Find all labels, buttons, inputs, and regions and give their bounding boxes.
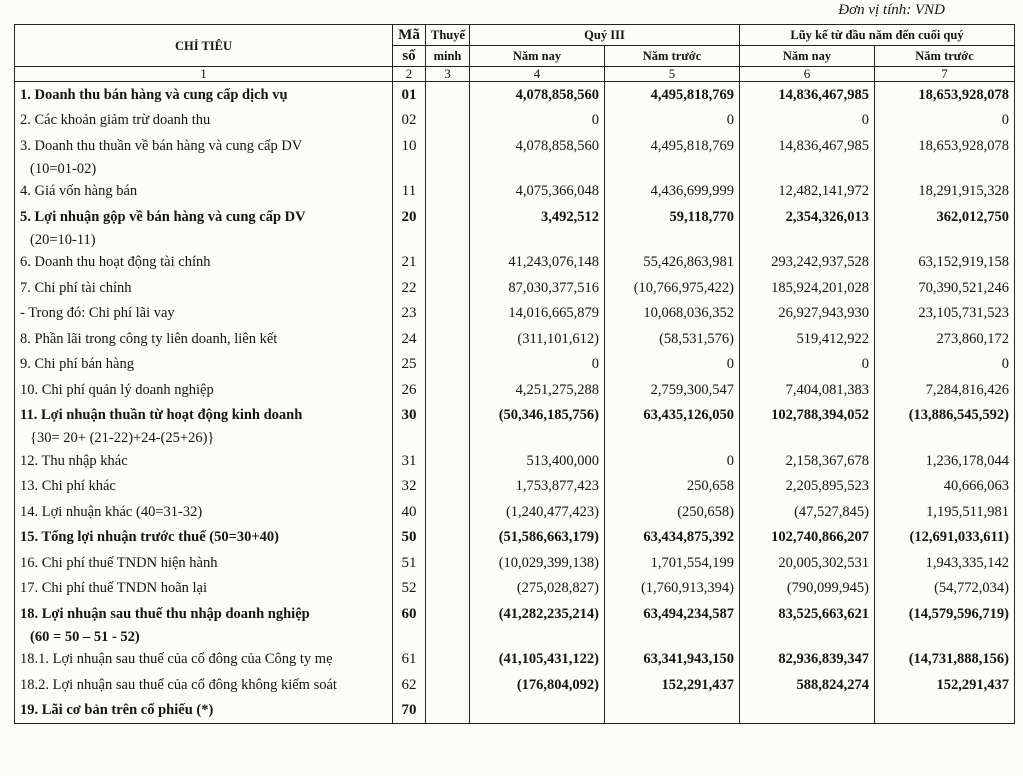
value-q3-last-year: (1,760,913,394) [605,576,740,602]
col-num: 3 [426,67,470,82]
value-q3-this-year: (41,105,431,122) [470,647,605,673]
header-chi-tieu: CHỈ TIÊU [15,25,393,67]
row-note [426,377,470,403]
value-q3-last-year: 59,118,770 [605,204,740,230]
value-q3-this-year [470,159,605,179]
row-code: 26 [393,377,426,403]
value-q3-this-year [470,698,605,724]
table-body [15,82,1015,724]
value-q3-this-year: 3,492,512 [470,204,605,230]
table-row [15,448,1015,474]
header-luy-ke: Lũy kế từ đầu năm đến cuối quý [740,25,1015,46]
row-label: 18. Lợi nhuận sau thuế thu nhập doanh nghiệp [15,601,393,627]
table-row [15,230,1015,250]
value-q3-this-year: (50,346,185,756) [470,403,605,429]
value-ytd-this-year [740,698,875,724]
col-num: 5 [605,67,740,82]
header-thuyet-2: minh [426,46,470,67]
value-q3-this-year: (51,586,663,179) [470,525,605,551]
value-ytd-this-year: 14,836,467,985 [740,133,875,159]
value-q3-this-year [470,428,605,448]
row-code: 24 [393,326,426,352]
table-row [15,159,1015,179]
value-ytd-last-year: 18,653,928,078 [875,133,1015,159]
value-q3-last-year: 0 [605,448,740,474]
table-row [15,698,1015,724]
row-code [393,159,426,179]
value-q3-last-year: 152,291,437 [605,672,740,698]
value-q3-this-year: (275,028,827) [470,576,605,602]
value-ytd-this-year [740,627,875,647]
value-q3-last-year: 63,434,875,392 [605,525,740,551]
column-number-row [15,67,1015,82]
header-nam-nay-lk: Năm nay [740,46,875,67]
row-note [426,352,470,378]
value-q3-this-year: (311,101,612) [470,326,605,352]
table-row [15,108,1015,134]
col-num: 4 [470,67,605,82]
value-ytd-last-year: 63,152,919,158 [875,250,1015,276]
row-label: 18.1. Lợi nhuận sau thuế của cổ đông của Công ty mẹ [15,647,393,673]
header-thuyet: Thuyế [426,25,470,46]
row-note [426,601,470,627]
value-ytd-last-year: 1,236,178,044 [875,448,1015,474]
table-row [15,525,1015,551]
value-q3-last-year: 10,068,036,352 [605,301,740,327]
col-num: 1 [15,67,393,82]
row-note [426,698,470,724]
value-ytd-this-year: 588,824,274 [740,672,875,698]
value-q3-last-year [605,159,740,179]
row-note [426,672,470,698]
value-ytd-this-year [740,428,875,448]
table-row [15,474,1015,500]
row-note [426,576,470,602]
value-q3-this-year [470,230,605,250]
table-row [15,250,1015,276]
value-q3-this-year: (176,804,092) [470,672,605,698]
header-ma-so-2: số [393,46,426,67]
row-label: 1. Doanh thu bán hàng và cung cấp dịch vụ [15,82,393,108]
header-nam-truoc-q: Năm trước [605,46,740,67]
value-q3-this-year: 41,243,076,148 [470,250,605,276]
row-note [426,204,470,230]
income-statement-table [14,24,1015,724]
table-row [15,204,1015,230]
value-ytd-this-year: 82,936,839,347 [740,647,875,673]
row-note [426,179,470,205]
row-label: 18.2. Lợi nhuận sau thuế của cổ đông không kiểm soát [15,672,393,698]
row-label: (60 = 50 – 51 - 52) [15,627,393,647]
value-ytd-this-year: 26,927,943,930 [740,301,875,327]
row-note [426,550,470,576]
table-row [15,377,1015,403]
value-q3-this-year: (1,240,477,423) [470,499,605,525]
value-q3-this-year: 4,078,858,560 [470,133,605,159]
table-row [15,550,1015,576]
col-num: 7 [875,67,1015,82]
value-ytd-last-year: 362,012,750 [875,204,1015,230]
row-code: 52 [393,576,426,602]
row-label: 7. Chi phí tài chính [15,275,393,301]
value-ytd-last-year: 70,390,521,246 [875,275,1015,301]
row-label: 2. Các khoản giảm trừ doanh thu [15,108,393,134]
value-q3-last-year: (10,766,975,422) [605,275,740,301]
value-ytd-this-year: 20,005,302,531 [740,550,875,576]
row-note [426,133,470,159]
row-code: 61 [393,647,426,673]
table-row [15,499,1015,525]
row-code: 40 [393,499,426,525]
value-ytd-this-year: 7,404,081,383 [740,377,875,403]
value-ytd-last-year: 40,666,063 [875,474,1015,500]
row-note [426,403,470,429]
value-ytd-this-year: 0 [740,108,875,134]
value-ytd-this-year: 102,788,394,052 [740,403,875,429]
row-code [393,428,426,448]
value-ytd-last-year: 152,291,437 [875,672,1015,698]
value-ytd-last-year: (54,772,034) [875,576,1015,602]
value-ytd-this-year: (47,527,845) [740,499,875,525]
row-label: (10=01-02) [15,159,393,179]
value-ytd-last-year: 1,943,335,142 [875,550,1015,576]
row-note [426,499,470,525]
row-note [426,159,470,179]
col-num: 6 [740,67,875,82]
table-row [15,301,1015,327]
value-ytd-this-year: 2,354,326,013 [740,204,875,230]
row-label: 14. Lợi nhuận khác (40=31-32) [15,499,393,525]
value-q3-this-year: 513,400,000 [470,448,605,474]
row-label: 13. Chi phí khác [15,474,393,500]
value-q3-last-year [605,627,740,647]
table-row [15,672,1015,698]
value-ytd-this-year: 12,482,141,972 [740,179,875,205]
value-q3-last-year: 2,759,300,547 [605,377,740,403]
value-q3-last-year: 63,341,943,150 [605,647,740,673]
value-q3-this-year: (10,029,399,138) [470,550,605,576]
row-note [426,428,470,448]
table-row [15,133,1015,159]
row-note [426,275,470,301]
row-label: 6. Doanh thu hoạt động tài chính [15,250,393,276]
row-code: 70 [393,698,426,724]
value-ytd-last-year: (14,731,888,156) [875,647,1015,673]
row-code [393,627,426,647]
row-label: 19. Lãi cơ bản trên cổ phiếu (*) [15,698,393,724]
value-q3-this-year: 1,753,877,423 [470,474,605,500]
row-label: 9. Chi phí bán hàng [15,352,393,378]
row-note [426,627,470,647]
header-nam-truoc-lk: Năm trước [875,46,1015,67]
value-ytd-last-year [875,698,1015,724]
value-ytd-this-year: 185,924,201,028 [740,275,875,301]
value-q3-last-year: 0 [605,108,740,134]
table-row [15,179,1015,205]
row-note [426,82,470,108]
row-code: 20 [393,204,426,230]
value-q3-this-year: 0 [470,352,605,378]
row-code: 31 [393,448,426,474]
value-q3-last-year: 1,701,554,199 [605,550,740,576]
value-ytd-last-year: 23,105,731,523 [875,301,1015,327]
row-label: 17. Chi phí thuế TNDN hoãn lại [15,576,393,602]
row-code: 51 [393,550,426,576]
value-q3-last-year: 55,426,863,981 [605,250,740,276]
value-q3-last-year: (250,658) [605,499,740,525]
value-ytd-last-year: (13,886,545,592) [875,403,1015,429]
header-nam-nay-q: Năm nay [470,46,605,67]
value-q3-last-year [605,428,740,448]
value-q3-last-year: 4,436,699,999 [605,179,740,205]
value-ytd-this-year [740,230,875,250]
row-code: 32 [393,474,426,500]
row-label: 15. Tổng lợi nhuận trước thuế (50=30+40) [15,525,393,551]
value-ytd-this-year: 2,205,895,523 [740,474,875,500]
value-ytd-this-year [740,159,875,179]
row-label: 3. Doanh thu thuần về bán hàng và cung cấp DV [15,133,393,159]
row-code: 02 [393,108,426,134]
value-q3-last-year: 0 [605,352,740,378]
row-note [426,230,470,250]
unit-note: Đơn vị tính: VND [838,2,945,18]
value-q3-this-year: 87,030,377,516 [470,275,605,301]
table-row [15,601,1015,627]
value-ytd-last-year: 0 [875,352,1015,378]
row-code: 10 [393,133,426,159]
value-q3-last-year: (58,531,576) [605,326,740,352]
row-note [426,108,470,134]
value-q3-last-year: 4,495,818,769 [605,82,740,108]
row-code: 23 [393,301,426,327]
value-ytd-last-year [875,627,1015,647]
row-label: 5. Lợi nhuận gộp về bán hàng và cung cấp DV [15,204,393,230]
value-q3-last-year: 250,658 [605,474,740,500]
row-code: 21 [393,250,426,276]
table-row [15,352,1015,378]
value-q3-last-year [605,698,740,724]
value-q3-this-year [470,627,605,647]
value-ytd-this-year: 102,740,866,207 [740,525,875,551]
value-ytd-this-year: (790,099,945) [740,576,875,602]
col-num: 2 [393,67,426,82]
value-ytd-last-year [875,159,1015,179]
value-ytd-this-year: 293,242,937,528 [740,250,875,276]
value-ytd-last-year: (14,579,596,719) [875,601,1015,627]
value-ytd-this-year: 0 [740,352,875,378]
row-label: 10. Chi phí quản lý doanh nghiệp [15,377,393,403]
value-ytd-this-year: 519,412,922 [740,326,875,352]
value-q3-last-year: 4,495,818,769 [605,133,740,159]
value-ytd-last-year: 1,195,511,981 [875,499,1015,525]
value-q3-last-year: 63,435,126,050 [605,403,740,429]
row-note [426,647,470,673]
row-label: {30= 20+ (21-22)+24-(25+26)} [15,428,393,448]
value-q3-this-year: 14,016,665,879 [470,301,605,327]
value-ytd-last-year: 0 [875,108,1015,134]
table-row [15,82,1015,108]
row-note [426,448,470,474]
row-code: 25 [393,352,426,378]
value-ytd-last-year [875,428,1015,448]
value-ytd-last-year: 7,284,816,426 [875,377,1015,403]
row-note [426,525,470,551]
row-code: 11 [393,179,426,205]
value-q3-this-year: 4,251,275,288 [470,377,605,403]
table-row [15,275,1015,301]
table-row [15,647,1015,673]
row-code: 30 [393,403,426,429]
table-row [15,428,1015,448]
row-label: (20=10-11) [15,230,393,250]
value-q3-this-year: 4,075,366,048 [470,179,605,205]
table-row [15,576,1015,602]
value-ytd-last-year: (12,691,033,611) [875,525,1015,551]
value-ytd-this-year: 2,158,367,678 [740,448,875,474]
row-note [426,250,470,276]
value-q3-this-year: 0 [470,108,605,134]
row-label: 12. Thu nhập khác [15,448,393,474]
table-row [15,326,1015,352]
value-ytd-this-year: 83,525,663,621 [740,601,875,627]
value-ytd-last-year [875,230,1015,250]
value-q3-last-year [605,230,740,250]
table-row [15,403,1015,429]
row-label: 8. Phần lãi trong công ty liên doanh, liên kết [15,326,393,352]
row-code: 01 [393,82,426,108]
row-code: 22 [393,275,426,301]
value-ytd-this-year: 14,836,467,985 [740,82,875,108]
row-label: 4. Giá vốn hàng bán [15,179,393,205]
value-ytd-last-year: 273,860,172 [875,326,1015,352]
value-ytd-last-year: 18,291,915,328 [875,179,1015,205]
row-note [426,326,470,352]
value-q3-this-year: (41,282,235,214) [470,601,605,627]
row-code: 50 [393,525,426,551]
row-code: 60 [393,601,426,627]
value-q3-this-year: 4,078,858,560 [470,82,605,108]
row-note [426,474,470,500]
row-label: - Trong đó: Chi phí lãi vay [15,301,393,327]
row-note [426,301,470,327]
row-code [393,230,426,250]
header-ma-so: Mã [393,25,426,46]
row-code: 62 [393,672,426,698]
table-row [15,627,1015,647]
value-q3-last-year: 63,494,234,587 [605,601,740,627]
row-label: 11. Lợi nhuận thuần từ hoạt động kinh doanh [15,403,393,429]
row-label: 16. Chi phí thuế TNDN hiện hành [15,550,393,576]
header-quy: Quý III [470,25,740,46]
value-ytd-last-year: 18,653,928,078 [875,82,1015,108]
